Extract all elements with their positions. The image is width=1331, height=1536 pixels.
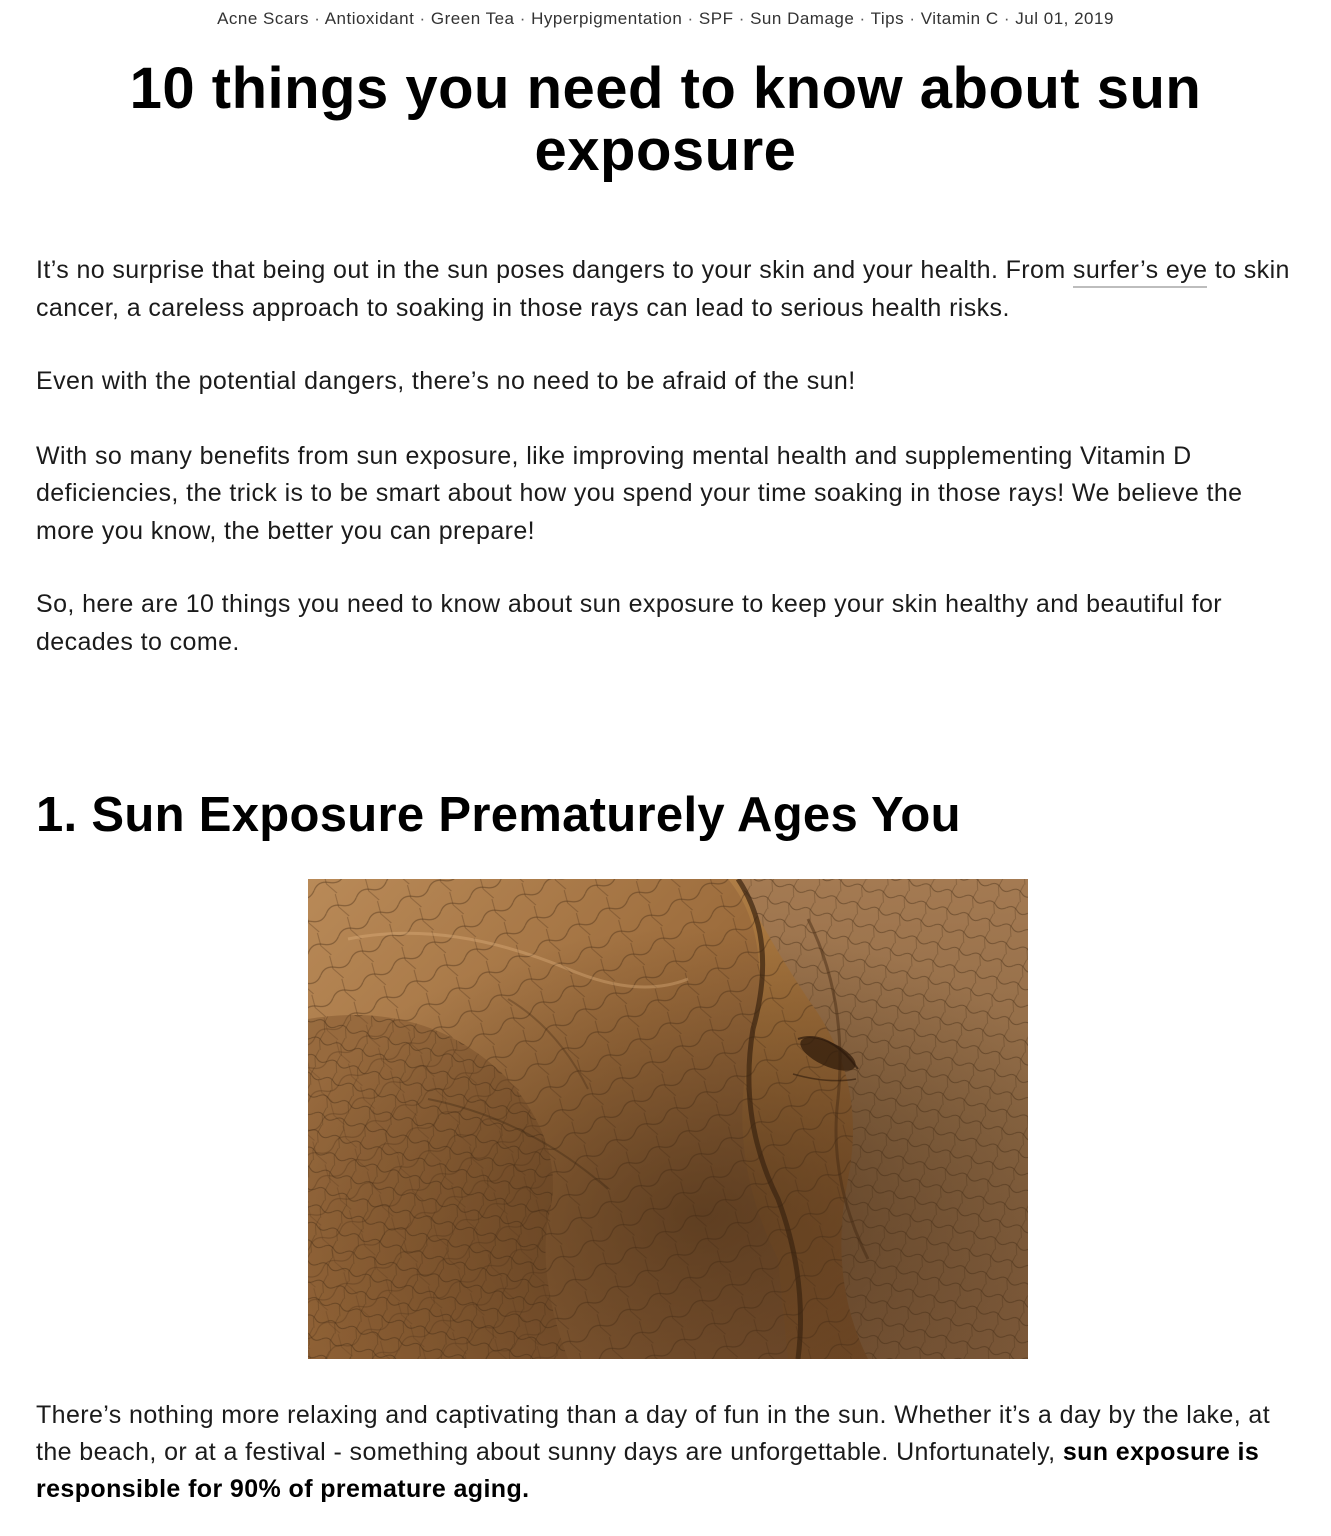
post-meta: Acne Scars · Antioxidant · Green Tea · Hyperpigmentation · SPF · Sun Damage · Tips · Vitamin C · Jul 01, 2019 [217,9,1114,28]
intro-paragraph-4: So, here are 10 things you need to know about sun exposure to keep your skin healthy and beautiful for decades to come. [36,590,1223,656]
meta-separator: · [733,9,751,28]
post-date: Jul 01, 2019 [1015,9,1114,28]
tag-link-antioxidant[interactable]: Antioxidant [324,9,415,28]
meta-separator: · [309,9,325,28]
section-1-paragraph: There’s nothing more relaxing and captivating than a day of fun in the sun. Whether it’s a day by the lake, at the beach, or at a festival - something about sunny days are unforgettable. Unfortunately, sun exposure is responsible for 90% of premature aging. [36,1401,1271,1503]
meta-separator: · [854,9,871,28]
surfers-eye-link[interactable]: surfer’s eye [1073,256,1208,288]
tag-link-tips[interactable]: Tips [870,9,905,28]
tag-link-sun-damage[interactable]: Sun Damage [750,9,855,28]
tag-link-hyperpigmentation[interactable]: Hyperpigmentation [531,9,683,28]
meta-separator: · [414,9,431,28]
section-1-heading: 1. Sun Exposure Prematurely Ages You [36,788,961,842]
article-title: 10 things you need to know about sun exposure [129,56,1202,183]
article-intro [36,252,1298,661]
meta-separator: · [682,9,699,28]
intro-paragraph-3: With so many benefits from sun exposure, like improving mental health and supplementing Vitamin D deficiencies, the trick is to be smart about how you spend your time soaking in those rays! We believe the more you know, the better you can prepare! [36,441,1243,545]
tag-link-vitamin-c[interactable]: Vitamin C [920,9,999,28]
premature-aging-fact: sun exposure is responsible for 90% of premature aging. [36,1438,1260,1503]
elephant-skin-image [308,879,1028,1359]
intro-paragraph-1: It’s no surprise that being out in the sun poses dangers to your skin and your health. From surfer’s eye to skin cancer, a careless approach to soaking in those rays can lead to serious health risks. [36,256,1290,322]
tag-link-spf[interactable]: SPF [698,9,734,28]
meta-separator: · [904,9,921,28]
elephant-skin-illustration [308,879,1028,1359]
meta-separator: · [514,9,532,28]
intro-paragraph-2: Even with the potential dangers, there’s no need to be afraid of the sun! [36,367,856,395]
tag-link-acne-scars[interactable]: Acne Scars [217,9,310,28]
tag-link-green-tea[interactable]: Green Tea [430,9,515,28]
